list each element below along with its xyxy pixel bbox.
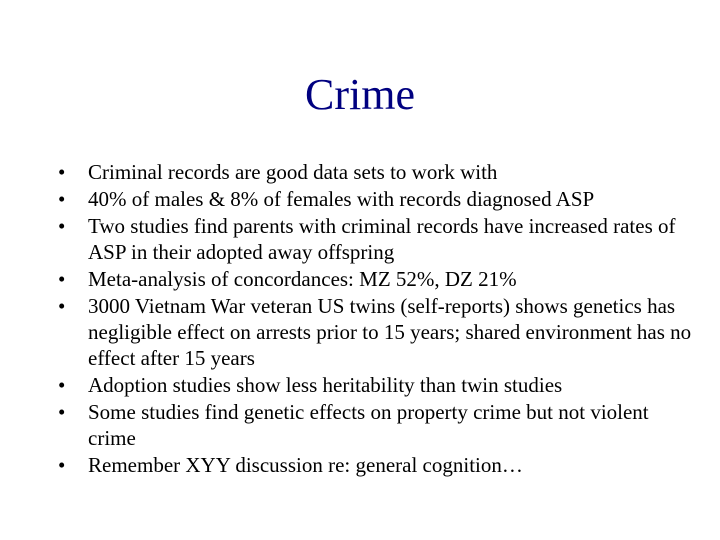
bullet-item xyxy=(58,159,698,185)
bullet-text: Two studies find parents with criminal records have increased rates of ASP in their adopted away offspring xyxy=(88,214,676,264)
bullet-item xyxy=(58,266,698,292)
bullet-text: Remember XYY discussion re: general cognition… xyxy=(88,453,523,477)
bullet-item xyxy=(58,372,698,398)
bullet-text: Some studies find genetic effects on property crime but not violent crime xyxy=(88,400,649,450)
bullet-item xyxy=(58,452,698,478)
bullet-icon: • xyxy=(58,187,66,211)
slide-title: Crime xyxy=(305,70,415,119)
bullet-icon: • xyxy=(58,400,66,424)
bullet-list xyxy=(58,159,698,479)
bullet-icon: • xyxy=(58,267,66,291)
bullet-icon: • xyxy=(58,160,66,184)
bullet-text: Criminal records are good data sets to work with xyxy=(88,160,498,184)
bullet-icon: • xyxy=(58,453,66,477)
bullet-item xyxy=(58,186,698,212)
bullet-text: Meta-analysis of concordances: MZ 52%, DZ 21% xyxy=(88,267,517,291)
bullet-icon: • xyxy=(58,373,66,397)
bullet-item xyxy=(58,213,698,265)
bullet-icon: • xyxy=(58,214,66,238)
bullet-text: Adoption studies show less heritability than twin studies xyxy=(88,373,563,397)
bullet-text: 40% of males & 8% of females with records diagnosed ASP xyxy=(88,187,595,211)
bullet-item xyxy=(58,399,698,451)
bullet-text: 3000 Vietnam War veteran US twins (self-reports) shows genetics has negligible effect on arrests prior to 15 years; shared environment has no effect after 15 years xyxy=(88,294,692,370)
bullet-icon: • xyxy=(58,294,66,318)
bullet-item xyxy=(58,293,698,371)
